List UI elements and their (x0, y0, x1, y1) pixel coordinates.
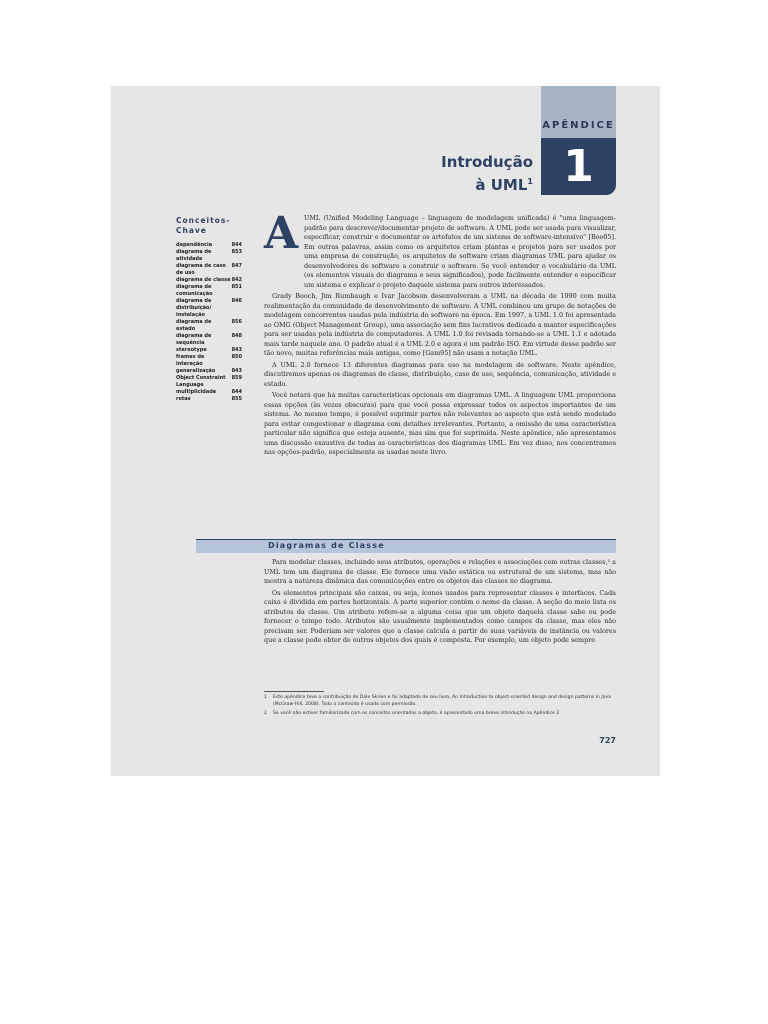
footnotes (264, 694, 616, 719)
chapter-title (400, 152, 533, 195)
section-text (264, 558, 616, 648)
footnote-divider (264, 691, 324, 692)
footnote-number: 1 (264, 695, 267, 700)
key-concept-page: 843 (231, 347, 242, 353)
key-concept-page: 843 (231, 368, 242, 374)
key-concept-page: 855 (231, 396, 242, 402)
key-concept-page: 848 (231, 333, 242, 339)
drop-cap: A (264, 208, 299, 259)
key-concept-item (176, 263, 242, 277)
chapter-title-line2: à UML$^1$ (475, 176, 533, 194)
key-concept-item (176, 347, 242, 354)
page-number: 727 (599, 736, 616, 745)
footnote (264, 710, 616, 717)
key-concepts-sidebar (176, 216, 242, 403)
key-concept-page: 842 (231, 277, 242, 283)
footnote-number: 2 (264, 711, 267, 716)
paragraph: A UML 2.0 fornece 13 diferentes diagramas para uso na modelagem de software. Neste apêndice, discutiremos apenas os diagramas de classe, distribuição, caso de uso, sequência, comunicação, atividade e estado. (264, 360, 616, 388)
key-concept-item (176, 389, 242, 396)
key-concept-term: diagrama de comunicação (176, 284, 213, 297)
footnote-text: Este apêndice teve a contribuição de Dale Skrien e foi adaptado de seu livro, An Introduction to object-oriented design and design patterns in Java (McGraw-Hill, 2008). Todo o conteúdo é usado com permissão. (272, 695, 612, 707)
key-concept-item (176, 284, 242, 298)
key-concept-term: diagrama de estado (176, 319, 212, 332)
key-concept-item (176, 319, 242, 333)
key-concept-term: stereotype (176, 347, 207, 353)
key-concept-page: 850 (231, 354, 242, 360)
key-concept-item (176, 375, 242, 389)
paragraph: UML (Unified Modeling Language – linguagem de modelagem unificada) é "uma linguagem-padrão para descrever/documentar projeto de software. A UML pode ser usada para visualizar, especificar, construir e documentar os artefatos de um sistema de software-intensivo" [Boo05]. Em outras palavras, assim como os arquitetos criam plantas e projetos para ser usados por uma empresa de construção, os arquitetos de software criam diagramas UML para ajudar os desenvolvedores de software a construir o software. Se você entender o vocabulário da UML (os elementos visuais do diagrama e seus significados), pode facilmente entender e especificar um sistema e explicar o projeto daquele sistema para outros interessados. (304, 214, 616, 289)
key-concept-page: 844 (231, 389, 242, 395)
key-concept-term: multiplicidade (176, 389, 217, 395)
key-concept-term: rotas (176, 396, 191, 402)
key-concept-term: diagrama de atividade (176, 249, 212, 262)
paragraph: Para modelar classes, incluindo seus atributos, operações e relações e associações com outras classes,² a UML tem um diagrama de classe. Ele fornece uma visão estática ou estrutural de um sistema, mas não mostra a natureza dinâmica das comunicações entre os objetos das classes no diagrama. (264, 558, 616, 585)
key-concept-page: 851 (231, 284, 242, 290)
section-heading: Diagramas de Classe (268, 541, 385, 550)
footnote-text: Se você não estiver familiarizado com os conceitos orientados a objeto, é apresentado uma breve introdução no Apêndice 2. (272, 711, 561, 716)
key-concept-term: dependência (176, 242, 213, 248)
key-concept-page: 856 (231, 319, 242, 325)
footnote (264, 694, 616, 708)
key-concept-item (176, 368, 242, 375)
title-footnote-marker: 1 (527, 177, 533, 186)
paragraph: Grady Booch, Jim Rumbaugh e Ivar Jacobson desenvolveram a UML na década de 1990 com muita realimentação da comunidade de desenvolvimento de software. A UML combinou um grupo de notações de modelagem concorrentes usadas pela indústria do software na época. Em 1997, a UML 1.0 foi apresentada ao OMG (Object Management Group), uma associação sem fins lucrativos dedicada a manter especificações para ser usadas pela indústria de computadores. A UML 1.0 foi revisada tornando-se a UML 1.1 e adotada mais tarde naquele ano. O padrão atual é a UML 2.0 e agora é um padrão ISO. Em virtude desse padrão ser tão novo, muitas referências mais antigas, como [Gam95] não usam a notação UML. (264, 292, 616, 357)
key-concept-item (176, 249, 242, 263)
key-concept-term: diagrama de sequência (176, 333, 212, 346)
key-concept-term: diagrama de caso de uso (176, 263, 226, 276)
key-concept-page: 847 (231, 263, 242, 269)
section-heading-bar (196, 539, 616, 553)
paragraph: Os elementos principais são caixas, ou seja, ícones usados para representar classes e interfaces. Cada caixa é dividida em partes horizontais. A parte superior contém o nome da classe. A seção do meio lista os atributos da classe. Um atributo refere-se a alguma coisa que um objeto daquela classe sabe ou pode fornecer o tempo todo. Atributos são usualmente implementados como campos da classe, mas eles não precisam ser. Poderiam ser valores que a classe calcula a partir de suas variáveis de instância ou valores que a classe pode obter de outros objetos dos quais é composta. Por exemplo, um objeto pode sempre (264, 588, 616, 644)
key-concepts-list (176, 242, 242, 403)
key-concepts-title: Conceitos-Chave (176, 216, 231, 235)
appendix-number: 1 (541, 138, 616, 195)
key-concept-page: 859 (231, 375, 242, 381)
key-concept-item (176, 242, 242, 249)
key-concept-term: Object Constraint Language (176, 375, 226, 388)
key-concept-page: 853 (231, 249, 242, 255)
key-concept-term: diagrama de distribuição/ instalação (176, 298, 212, 318)
chapter-title-line1: Introdução (441, 153, 533, 171)
key-concept-item (176, 396, 242, 403)
intro-text (264, 208, 616, 460)
key-concept-item (176, 277, 242, 284)
appendix-label: APÊNDICE (542, 120, 615, 131)
key-concept-page: 844 (231, 242, 242, 248)
key-concept-term: generalização (176, 368, 216, 374)
key-concept-term: diagrama de classe (176, 277, 231, 283)
key-concept-term: frames de interação (176, 354, 205, 367)
paragraph: Você notará que há muitas características opcionais em diagramas UML. A linguagem UML proporciona essas opções (às vezes obscuras) para que você possa expressar todos os aspectos importantes de um sistema. Ao mesmo tempo, é possível suprimir partes não relevantes ao aspecto que está sendo modelado para evitar congestionar o diagrama com detalhes irrelevantes. Portanto, a omissão de uma característica particular não significa que esteja ausente, mas sim que foi suprimida. Neste apêndice, não apresentamos uma discussão exaustiva de todas as características dos diagramas UML. Em vez disso, nos concentramos nas opções-padrão, especialmente as usadas neste livro. (264, 391, 616, 456)
key-concept-item (176, 354, 242, 368)
key-concept-item (176, 298, 242, 319)
key-concept-page: 846 (231, 298, 242, 304)
key-concept-item (176, 333, 242, 347)
